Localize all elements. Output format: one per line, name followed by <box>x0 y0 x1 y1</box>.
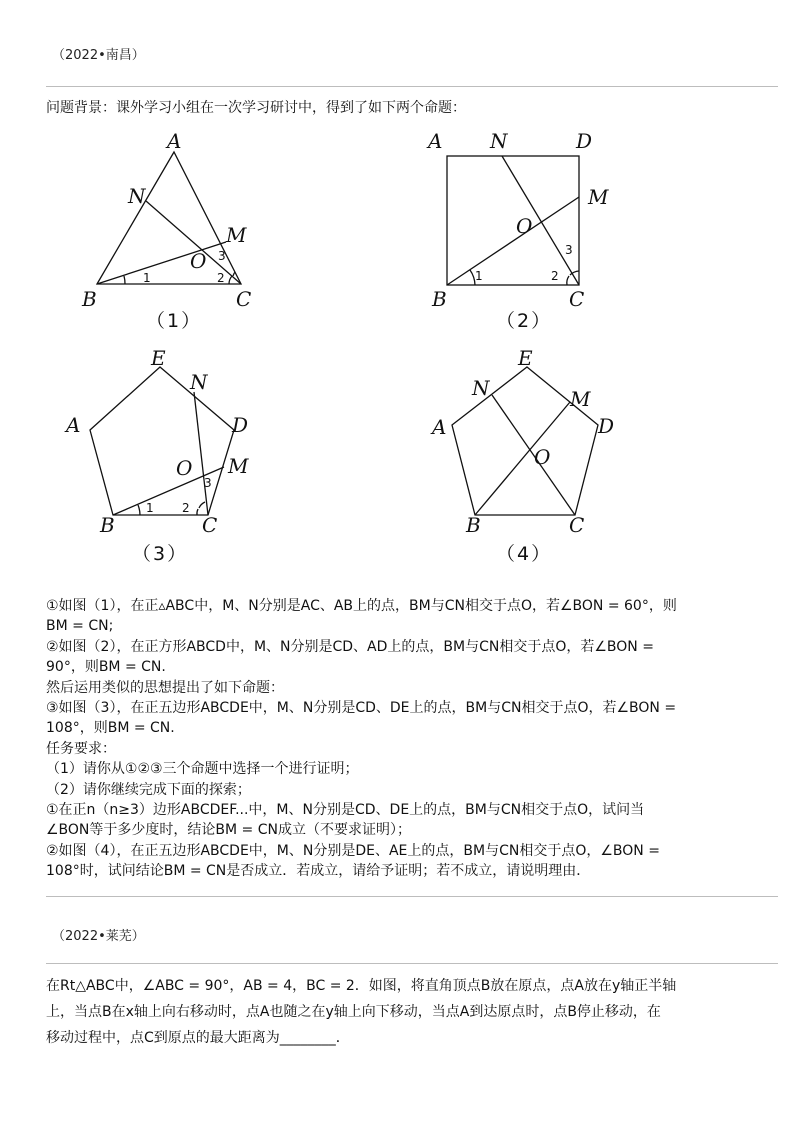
label-a: A <box>432 415 447 439</box>
label-n: N <box>472 376 490 400</box>
text-line: 108°，则BM = CN. <box>46 720 175 737</box>
angle-2-label: 2 <box>182 501 190 515</box>
text-line: ①如图（1），在正▵ABC中，M、N分别是AC、AB上的点，BM与CN相交于点O，若∠BON = 60°，则 <box>46 598 677 614</box>
angle-1-label: 1 <box>146 501 154 515</box>
label-o: O <box>534 445 551 469</box>
figure-3-caption: （3） <box>132 543 189 565</box>
label-b: B <box>432 287 447 311</box>
label-o: O <box>176 456 193 480</box>
text-line: 移动过程中，点C到原点的最大距离为________． <box>46 1030 350 1046</box>
angle-2-label: 2 <box>551 269 559 283</box>
text-line: ②如图（2），在正方形ABCD中，M、N分别是CD、AD上的点，BM与CN相交于点O，若∠BON = <box>46 638 654 655</box>
text-line: ②如图（4），在正五边形ABCDE中，M、N分别是DE、AE上的点，BM与CN相交于点O，∠BON = <box>46 842 660 859</box>
label-o: O <box>190 249 207 273</box>
pentagon-abcde <box>90 367 234 515</box>
source-tag-laiwu: （2022•莱芜） <box>52 929 145 944</box>
segment-bm <box>447 197 579 285</box>
divider <box>46 963 778 964</box>
label-d: D <box>232 413 249 437</box>
text-line: （2）请你继续完成下面的探索； <box>46 781 251 798</box>
text-line: 90°，则BM = CN. <box>46 659 166 676</box>
problem-1-body <box>46 596 758 881</box>
label-m: M <box>228 454 249 478</box>
label-b: B <box>82 287 97 311</box>
label-m: M <box>588 185 609 209</box>
source-tag-nanchang: （2022•南昌） <box>52 48 145 63</box>
angle-2-label: 2 <box>217 271 225 285</box>
label-a: A <box>167 129 182 153</box>
label-b: B <box>466 513 481 537</box>
label-d: D <box>598 414 615 438</box>
label-b: B <box>100 513 115 537</box>
divider <box>46 896 778 897</box>
text-line: ∠BON等于多少度时，结论BM = CN成立（不要求证明）； <box>46 822 411 839</box>
label-n: N <box>190 370 208 394</box>
figure-2-caption: （2） <box>496 310 553 332</box>
segment-bm <box>97 242 226 284</box>
text-line: 上，当点B在x轴上向右移动时，点A也随之在y轴上向下移动，当点A到达原点时，点B停止移动，在 <box>46 1004 661 1020</box>
segment-bm <box>475 402 570 515</box>
text-line: BM = CN; <box>46 618 114 635</box>
label-d: D <box>576 129 593 153</box>
text-line: （1）请你从①②③三个命题中选择一个进行证明； <box>46 761 359 778</box>
label-c: C <box>569 287 585 311</box>
label-c: C <box>569 513 585 537</box>
text-line: 在Rt△ABC中，∠ABC = 90°，AB = 4，BC = 2．如图，将直角顶点B放在原点，点A放在y轴正半轴 <box>46 978 677 994</box>
figure-1 <box>70 130 290 340</box>
label-a: A <box>428 129 443 153</box>
label-a: A <box>66 413 81 437</box>
label-o: O <box>516 214 533 238</box>
figure-1-caption: （1） <box>146 310 203 332</box>
segment-cn <box>194 392 208 515</box>
text-line: 任务要求： <box>46 740 116 757</box>
angle-3-label: 3 <box>218 249 226 263</box>
angle-3-label: 3 <box>565 243 573 257</box>
segment-cn <box>502 156 579 285</box>
text-line: 108°时，试问结论BM = CN是否成立．若成立，请给予证明；若不成立，请说明理由． <box>46 863 591 880</box>
angle-2-arc <box>197 509 198 515</box>
text-line: 然后运用类似的思想提出了如下命题： <box>46 679 284 696</box>
problem-2-body <box>46 976 758 1054</box>
figure-3 <box>60 345 280 575</box>
text-line: ③如图（3），在正五边形ABCDE中，M、N分别是CD、DE上的点，BM与CN相交于点O，若∠BON = <box>46 699 677 716</box>
angle-1-label: 1 <box>143 271 151 285</box>
figure-4-caption: （4） <box>496 543 553 565</box>
problem-intro: 问题背景：课外学习小组在一次学习研讨中，得到了如下两个命题： <box>46 100 466 116</box>
angle-2-arc <box>229 276 232 284</box>
angle-3-arc <box>233 272 235 276</box>
angle-1-label: 1 <box>475 269 483 283</box>
triangle-abc <box>97 152 241 284</box>
angle-3-arc <box>199 502 205 508</box>
angle-1-arc <box>138 505 140 515</box>
label-e: E <box>151 346 166 370</box>
angle-1-arc <box>124 276 125 284</box>
label-e: E <box>518 346 533 370</box>
angle-3-label: 3 <box>204 476 212 490</box>
label-m: M <box>226 223 247 247</box>
label-c: C <box>236 287 252 311</box>
label-n: N <box>128 184 146 208</box>
figure-2 <box>420 130 640 340</box>
angle-2-arc <box>567 276 569 285</box>
label-c: C <box>202 513 218 537</box>
label-m: M <box>570 387 591 411</box>
figure-4 <box>420 345 640 575</box>
divider <box>46 86 778 87</box>
label-n: N <box>490 129 508 153</box>
text-line: ①在正n（n≥3）边形ABCDEF...中，M、N分别是CD、DE上的点，BM与CN相交于点O，试问当 <box>46 801 645 818</box>
